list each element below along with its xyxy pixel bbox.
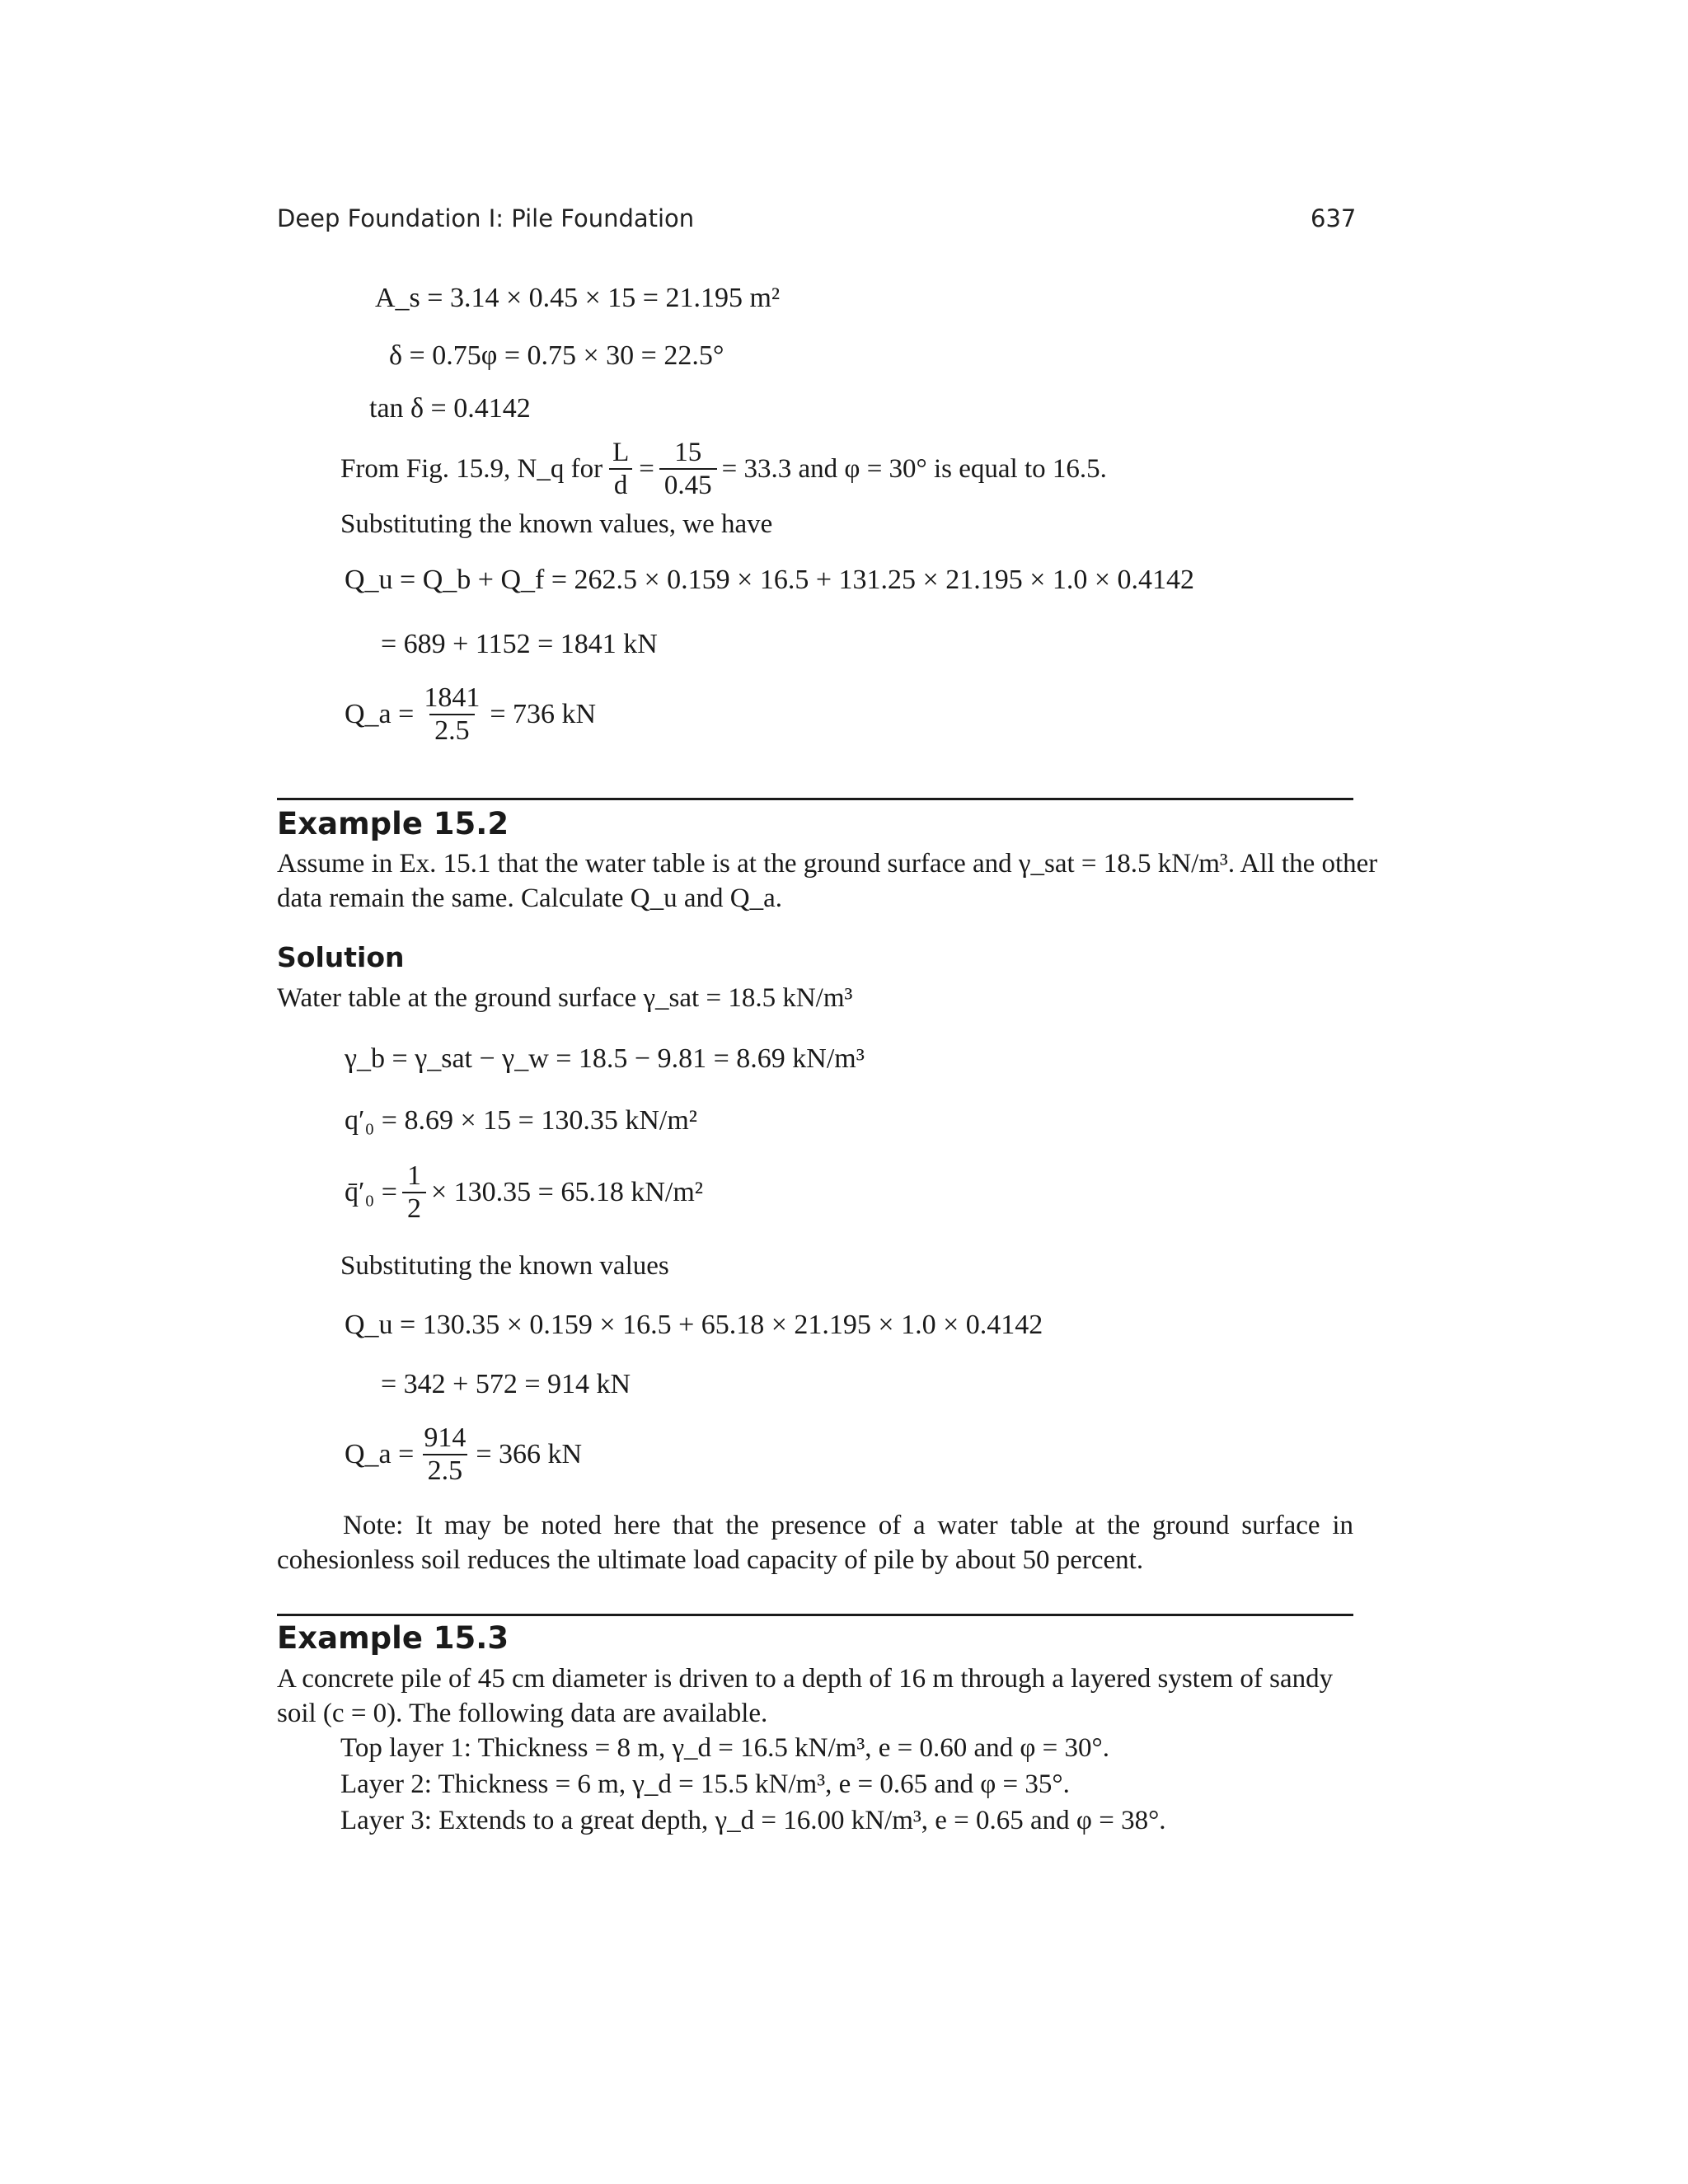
equation-qu-2: Q_u = 130.35 × 0.159 × 16.5 + 65.18 × 21.195 × 1.0 × 0.4142 bbox=[345, 1310, 1043, 1340]
fraction-qa bbox=[419, 682, 485, 747]
fraction-denominator: 2 bbox=[402, 1192, 426, 1225]
example-15-3-problem: A concrete pile of 45 cm diameter is driven to a depth of 16 m through a layered system of sandy soil (c = 0). The following data are available. bbox=[277, 1664, 1334, 1728]
equation-qu: Q_u = Q_b + Q_f = 262.5 × 0.159 × 16.5 + 131.25 × 21.195 × 1.0 × 0.4142 bbox=[345, 565, 1195, 595]
equation-q0-bar bbox=[345, 1160, 703, 1225]
fraction-numerator: 1 bbox=[406, 1160, 421, 1191]
example-15-2-problem-line2: data remain the same. Calculate Q_u and Q_a. bbox=[277, 883, 783, 913]
section-divider bbox=[277, 1614, 1353, 1616]
fraction-numerator: 914 bbox=[424, 1422, 467, 1453]
fraction-denominator: 0.45 bbox=[659, 468, 717, 501]
page-number: 637 bbox=[1311, 204, 1357, 232]
fraction-denominator: d bbox=[609, 468, 633, 501]
from-fig-text: From Fig. 15.9, N_q for bbox=[340, 454, 603, 484]
solution-intro: Water table at the ground surface γ_sat = 18.5 kN/m³ bbox=[277, 983, 853, 1013]
equation-delta: δ = 0.75φ = 0.75 × 30 = 22.5° bbox=[389, 340, 724, 371]
equation-as: A_s = 3.14 × 0.45 × 15 = 21.195 m² bbox=[375, 283, 781, 313]
layer-1-data: Top layer 1: Thickness = 8 m, γ_d = 16.5 kN/m³, e = 0.60 and φ = 30°. bbox=[340, 1733, 1109, 1763]
qa-rhs: = 366 kN bbox=[476, 1439, 583, 1469]
fraction-numerator: 15 bbox=[674, 438, 702, 467]
q0bar-rhs: × 130.35 = 65.18 kN/m² bbox=[430, 1177, 703, 1207]
equation-qa bbox=[345, 682, 596, 747]
from-fig-line: From Fig. 15.9, N_q for $\frac{L}{d}$ = $\frac{15}{0.45}$ = 33.3 and φ = 30° is equal to 16.5. bbox=[340, 438, 1107, 500]
fraction-15-over-045 bbox=[659, 437, 717, 501]
q0bar-lhs: q̄′₀ = bbox=[345, 1177, 397, 1207]
fraction-denominator: 2.5 bbox=[423, 1454, 468, 1487]
substituting-text: Substituting the known values, we have bbox=[340, 509, 773, 539]
example-15-2-problem-line1: Assume in Ex. 15.1 that the water table is at the ground surface and γ_sat = 18.5 kN/m³. All the other bbox=[277, 849, 1378, 879]
from-fig-result: = 33.3 and φ = 30° is equal to 16.5. bbox=[721, 454, 1107, 484]
solution-heading: Solution bbox=[277, 941, 405, 973]
fraction-numerator: 1841 bbox=[424, 682, 481, 713]
fraction-qa-2 bbox=[419, 1422, 471, 1487]
substituting-text-2: Substituting the known values bbox=[340, 1251, 669, 1281]
equation-gamma-b: γ_b = γ_sat − γ_w = 18.5 − 9.81 = 8.69 kN/m³ bbox=[345, 1043, 865, 1074]
running-head-title: Deep Foundation I: Pile Foundation bbox=[277, 204, 695, 232]
fraction-half bbox=[402, 1160, 426, 1225]
qa-lhs: Q_a = bbox=[345, 699, 415, 729]
note-paragraph: Note: It may be noted here that the presence of a water table at the ground surface in cohesionless soil reduces the ultimate load capacity of pile by about 50 percent. bbox=[277, 1511, 1353, 1575]
equation-q0: q′₀ = 8.69 × 15 = 130.35 kN/m² bbox=[345, 1105, 697, 1136]
example-15-2-heading: Example 15.2 bbox=[277, 806, 509, 841]
fraction-denominator: 2.5 bbox=[429, 714, 475, 747]
equation-qu-result: = 689 + 1152 = 1841 kN bbox=[381, 629, 658, 659]
fraction-l-over-d bbox=[607, 437, 634, 501]
equation-tan-delta: tan δ = 0.4142 bbox=[369, 393, 531, 424]
fraction-numerator: L bbox=[612, 438, 630, 467]
layer-3-data: Layer 3: Extends to a great depth, γ_d = 16.00 kN/m³, e = 0.65 and φ = 38°. bbox=[340, 1806, 1166, 1835]
equation-qu-2-result: = 342 + 572 = 914 kN bbox=[381, 1369, 631, 1399]
section-divider bbox=[277, 798, 1353, 800]
qa-rhs: = 736 kN bbox=[490, 699, 597, 729]
layer-2-data: Layer 2: Thickness = 6 m, γ_d = 15.5 kN/m³, e = 0.65 and φ = 35°. bbox=[340, 1769, 1070, 1799]
example-15-3-heading: Example 15.3 bbox=[277, 1620, 509, 1656]
qa-lhs: Q_a = bbox=[345, 1439, 415, 1469]
equation-qa-2 bbox=[345, 1422, 582, 1487]
